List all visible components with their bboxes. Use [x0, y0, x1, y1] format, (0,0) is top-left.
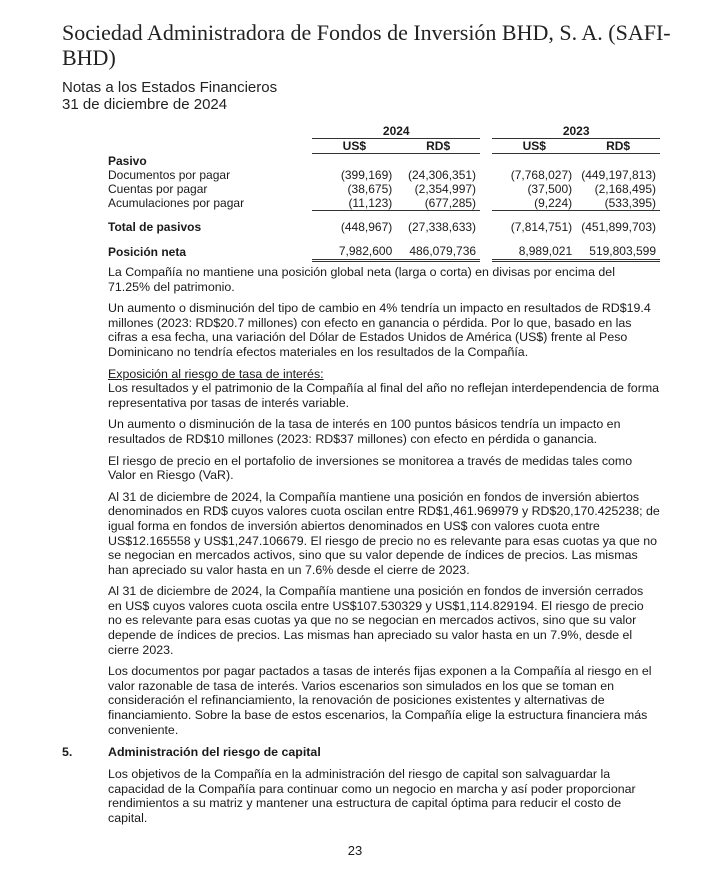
paragraph: Un aumento o disminución del tipo de cambio en 4% tendría un impacto en resultados de RD$19.4 millones (2023: RD$20.7 millones) con efecto en ganancia o pérdida. Por lo que, basado en las cifras a esa fecha, una variación del Dólar de Estados Unidos de América (US$) frente al Peso Dominicano no tendría efectos materiales en los resultados de la Compañía.	[108, 301, 651, 359]
currency-header-row	[108, 139, 660, 154]
cell-value: (677,285)	[396, 196, 480, 211]
cell-value: (533,395)	[576, 196, 660, 211]
paragraph: Los documentos por pagar pactados a tasas de interés fijas exponen a la Compañía al riesgo en el valor razonable de tasa de interés. Varios escenarios son simulados en los que se toman en consideración el refinanciamiento, la renovación de posiciones existentes y alternativas de financiamiento. Sobre la base de estos escenarios, la Compañía elige la estructura financiera más conveniente.	[108, 664, 652, 737]
cell-value: (27,338,633)	[408, 220, 477, 234]
section-row	[108, 154, 660, 169]
table-row	[108, 196, 660, 211]
paragraph: Al 31 de diciembre de 2024, la Compañía mantiene una posición en fondos de inversión abiertos denominados en RD$ cuyos valores cuota oscilan entre RD$1,461.969979 y RD$20,170.425238; de igual forma en fondos de inversión abiertos denominados en US$ con valores cuota entre US$12.165558 y US$1,247.106679. El riesgo de precio no es relevante para esas cuotas ya que no se negocian en mercados activos, sino que su valor depende de índices de precios. Las mismas han apreciado su valor hasta en un 7.6% desde el cierre de 2023.	[108, 489, 660, 577]
total-label: Total de pasivos	[108, 220, 202, 234]
paragraph: Los resultados y el patrimonio de la Compañía al final del año no reflejan interdependencia de forma representativa por tasas de interés variable.	[108, 381, 660, 410]
section-body	[108, 767, 660, 825]
cell-value: (2,354,997)	[414, 182, 477, 196]
cell-value: 7,982,600	[312, 243, 396, 261]
currency-header: RD$	[396, 139, 480, 154]
company-name: Sociedad Administradora de Fondos de Inversión BHD, S. A. (SAFI-BHD)	[62, 20, 671, 70]
section-title: Administración del riesgo de capital	[108, 745, 321, 759]
row-label: Documentos por pagar	[108, 168, 231, 182]
cell-value: (451,899,703)	[581, 220, 656, 234]
document-subtitle: Notas a los Estados Financieros	[62, 79, 278, 96]
row-label: Cuentas por pagar	[108, 182, 208, 196]
net-position-row	[108, 243, 660, 261]
cell-value: 8,989,021	[492, 243, 576, 261]
cell-value: (2,168,495)	[594, 182, 656, 196]
notes-body	[108, 265, 660, 744]
cell-value: (7,768,027)	[510, 168, 573, 182]
currency-header: RD$	[576, 139, 660, 154]
year-header-row	[108, 124, 660, 139]
liabilities-table	[108, 124, 660, 262]
cell-value: (9,224)	[492, 196, 576, 211]
year-2023: 2023	[492, 124, 660, 139]
interest-rate-block	[108, 367, 660, 411]
paragraph: La Compañía no mantiene una posición global neta (larga o corta) en divisas por encima del 71.25% del patrimonio.	[108, 265, 615, 294]
net-label: Posición neta	[108, 244, 187, 259]
year-2024: 2024	[312, 124, 480, 139]
table-row	[108, 182, 660, 196]
section-label: Pasivo	[108, 153, 147, 168]
paragraph: Los objetivos de la Compañía en la administración del riesgo de capital son salvaguardar la capacidad de la Compañía para continuar como un negocio en marcha y así poder proporcionar rendimientos a su matriz y mantener una estructura de capital óptima para reducir el costo de capital.	[108, 767, 636, 825]
document-date: 31 de diciembre de 2024	[62, 96, 228, 113]
cell-value: 519,803,599	[576, 243, 660, 261]
total-row	[108, 219, 660, 235]
currency-header: US$	[492, 139, 576, 154]
paragraph: Un aumento o disminución de la tasa de interés en 100 puntos básicos tendría un impacto en resultados de RD$10 millones (2023: RD$37 millones) con efecto en pérdida o ganancia.	[108, 417, 621, 446]
subsection-heading: Exposición al riesgo de tasa de interés:	[108, 366, 324, 381]
cell-value: (11,123)	[312, 196, 396, 211]
paragraph: Al 31 de diciembre de 2024, la Compañía mantiene una posición en fondos de inversión cerrados en US$ cuyos valores cuota oscila entre US$107.530329 y US$1,114.829194. El riesgo de precio no es relevante para esas cuotas ya que no se negocian en mercados activos, sino que su valor depende de índices de precios. Las mismas han apreciado su valor hasta en un 7.9%, desde el cierre 2023.	[108, 584, 644, 657]
section-heading	[62, 745, 321, 759]
currency-header: US$	[312, 139, 396, 154]
row-label: Acumulaciones por pagar	[108, 196, 245, 211]
cell-value: (448,967)	[340, 220, 393, 234]
page-number: 23	[347, 843, 363, 858]
cell-value: (7,814,751)	[510, 220, 573, 234]
cell-value: (37,500)	[527, 182, 573, 196]
cell-value: 486,079,736	[396, 243, 480, 261]
cell-value: (24,306,351)	[408, 168, 477, 182]
cell-value: (399,169)	[340, 168, 393, 182]
cell-value: (449,197,813)	[581, 168, 656, 182]
cell-value: (38,675)	[347, 182, 393, 196]
table-row	[108, 168, 660, 182]
paragraph: El riesgo de precio en el portafolio de inversiones se monitorea a través de medidas tales como Valor en Riesgo (VaR).	[108, 453, 633, 483]
section-number: 5.	[62, 745, 73, 759]
